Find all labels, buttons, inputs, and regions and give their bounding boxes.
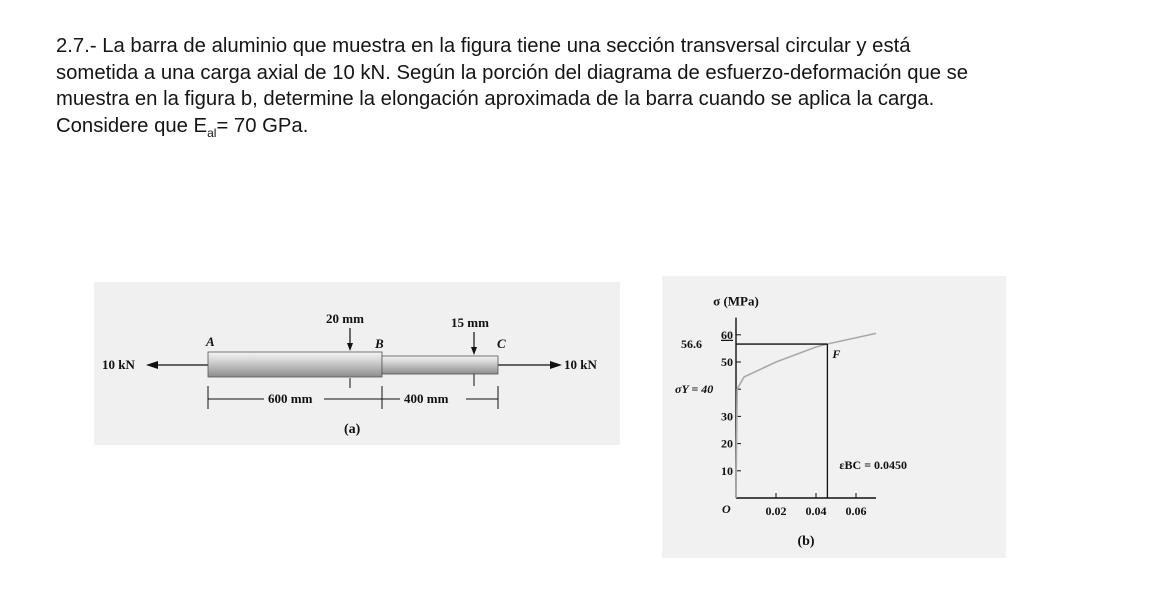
- problem-line-3: muestra en la figura b, determine la elongación aproximada de la barra cuando se aplica la carga.: [56, 88, 935, 110]
- y-tick-label-50: 50: [721, 355, 733, 369]
- yield-label: σY = 40: [675, 382, 714, 397]
- figure-b-caption: (b): [797, 534, 815, 549]
- point-b-label: B: [375, 336, 384, 351]
- length-ab-label: 600 mm: [268, 391, 313, 406]
- rod-ab: [208, 352, 382, 377]
- figure-a-caption: (a): [344, 422, 361, 437]
- x-tick-label-0.06: 0.06: [845, 504, 867, 518]
- stress-value-label: 56.6: [681, 337, 702, 352]
- y-axis-title: σ (MPa): [713, 293, 759, 309]
- length-bc-label: 400 mm: [404, 391, 449, 406]
- line4-suffix: = 70 GPa.: [216, 114, 309, 137]
- right-load-label: 10 kN: [564, 357, 597, 372]
- point-a-label: A: [206, 334, 215, 349]
- line4-prefix: Considere que E: [56, 114, 208, 137]
- problem-statement: [56, 33, 1136, 146]
- problem-line-1: 2.7.- La barra de aluminio que muestra en la figura tiene una sección transversal circular y está: [56, 35, 911, 57]
- x-tick-label-0.04: 0.04: [805, 504, 827, 518]
- origin-label: O: [722, 502, 731, 516]
- y-tick-label-30: 30: [721, 409, 733, 424]
- y-tick-label-60: 60: [721, 327, 733, 342]
- figure-a: [94, 282, 620, 445]
- diameter-ab-arrowhead: [347, 343, 353, 351]
- point-c-label: C: [497, 336, 506, 351]
- problem-line-4: [56, 114, 309, 140]
- right-load-arrowhead: [550, 361, 562, 369]
- y-tick-label-20: 20: [721, 436, 733, 451]
- bar-diagram: [94, 282, 620, 445]
- diameter-bc-label: 15 mm: [451, 315, 489, 330]
- rod-bc: [382, 356, 498, 374]
- left-load-arrowhead: [146, 361, 158, 369]
- strain-label: εBC = 0.0450: [839, 457, 908, 472]
- line4-sub: al: [207, 125, 217, 140]
- stress-strain-curve: [736, 333, 876, 498]
- diameter-bc-arrowhead: [471, 347, 477, 355]
- y-tick-label-10: 10: [721, 463, 733, 478]
- diameter-ab-label: 20 mm: [326, 311, 364, 326]
- figure-b: [662, 276, 1006, 558]
- problem-line-2: sometida a una carga axial de 10 kN. Según la porción del diagrama de esfuerzo-deformación que se: [56, 61, 969, 84]
- stress-strain-chart: [662, 276, 1006, 558]
- point-f-label: F: [832, 347, 841, 362]
- x-tick-label-0.02: 0.02: [765, 504, 787, 518]
- left-load-label: 10 kN: [102, 357, 135, 372]
